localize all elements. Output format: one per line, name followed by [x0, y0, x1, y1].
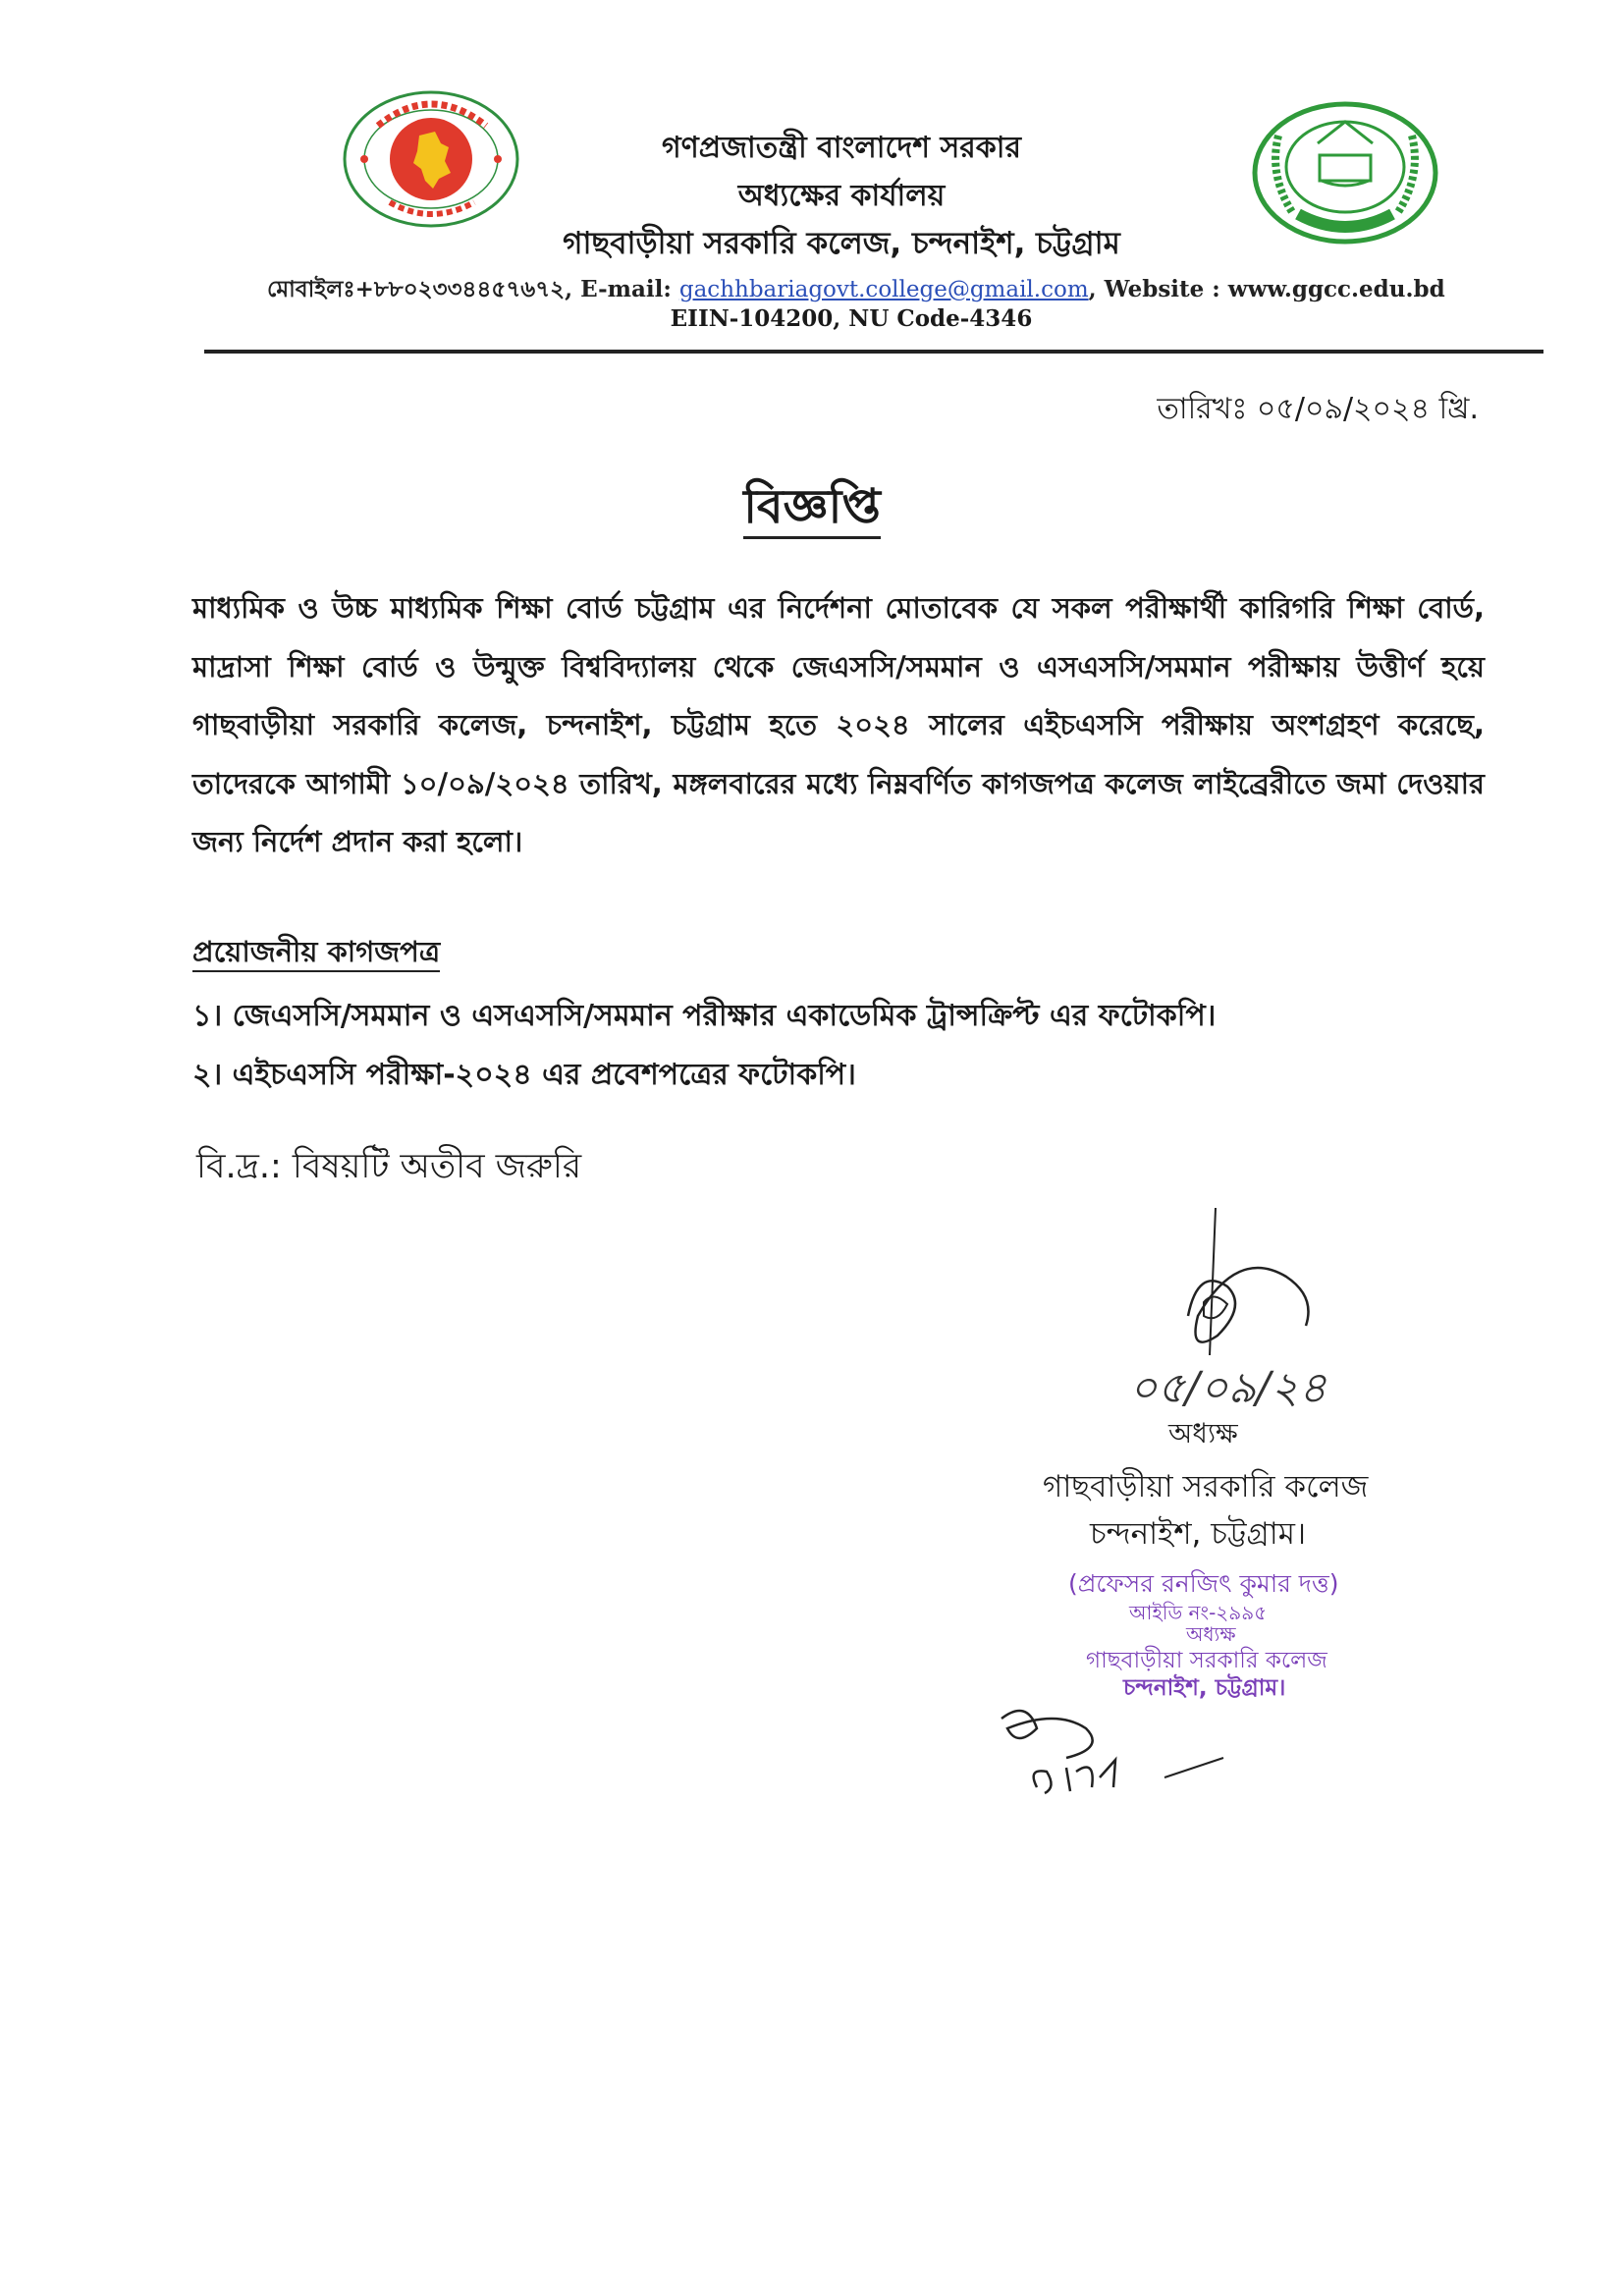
handwritten-date: ০৫/০৯/২৪	[1129, 1363, 1327, 1413]
stamp-id: আইডি নং-২৯৯৫	[1129, 1601, 1268, 1624]
requirement-item-2: ২। এইচএসসি পরীক্ষা-২০২৪ এর প্রবেশপত্রের ফটোকপি।	[192, 1058, 856, 1092]
office-name: অধ্যক্ষের কার্যালয়	[737, 179, 946, 213]
contact-line	[267, 271, 1445, 309]
contact-mobile: মোবাইলঃ+৮৮০২৩৩৪৪৫৭৬৭২, E-mail:	[267, 276, 679, 302]
signatory-title: অধ্যক্ষ	[1168, 1417, 1238, 1449]
special-note: বি.দ্র.: বিষয়টি অতীব জরুরি	[196, 1147, 582, 1186]
initial-signature-icon	[998, 1689, 1233, 1807]
stamp-role: অধ্যক্ষ	[1186, 1622, 1236, 1646]
requirements-heading: প্রয়োজনীয় কাগজপত্র	[192, 933, 440, 972]
header-divider	[204, 350, 1543, 354]
requirement-item-1: ১। জেএসসি/সমমান ও এসএসসি/সমমান পরীক্ষার একাডেমিক ট্রান্সক্রিপ্ট এর ফটোকপি।	[192, 999, 1217, 1033]
email-link[interactable]: gachhbariagovt.college@gmail.com	[678, 277, 1089, 302]
signatory-place: চন্দনাইশ, চট্টগ্রাম।	[1090, 1516, 1307, 1552]
contact-website: , Website : www.ggcc.edu.bd	[1088, 276, 1445, 302]
signatory-college: গাছবাড়ীয়া সরকারি কলেজ	[1043, 1469, 1369, 1504]
govt-name: গণপ্রজাতন্ত্রী বাংলাদেশ সরকার	[662, 131, 1021, 165]
notice-title	[0, 471, 1624, 549]
eiin-code: EIIN-104200, NU Code-4346	[670, 305, 1033, 332]
stamp-name: (প্রফেসর রনজিৎ কুমার দত্ত)	[1068, 1569, 1339, 1598]
stamp-college: গাছবাড়ীয়া সরকারি কলেজ	[1086, 1648, 1327, 1673]
college-name: গাছবাড়ীয়া সরকারি কলেজ, চন্দনাইশ, চট্টগ্রাম	[563, 226, 1120, 261]
notice-title-text: বিজ্ঞপ্তি	[743, 479, 881, 539]
notice-body: মাধ্যমিক ও উচ্চ মাধ্যমিক শিক্ষা বোর্ড চট্টগ্রাম এর নির্দেশনা মোতাবেক যে সকল পরীক্ষার্থী কারিগরি শিক্ষা বোর্ড, মাদ্রাসা শিক্ষা বোর্ড ও উন্মুক্ত বিশ্ববিদ্যালয় থেকে জেএসসি/সমমান ও এসএসসি/সমমান পরীক্ষায় উত্তীর্ণ হয়ে গাছবাড়ীয়া সরকারি কলেজ, চন্দনাইশ, চট্টগ্রাম হতে ২০২৪ সালের এইচএসসি পরীক্ষায় অংশগ্রহণ করেছে, তাদেরকে আগামী ১০/০৯/২০২৪ তারিখ, মঙ্গলবারের মধ্যে নিম্নবর্ণিত কাগজপত্র কলেজ লাইব্রেরীতে জমা দেওয়ার জন্য নির্দেশ প্রদান করা হলো।	[192, 591, 1485, 858]
notice-date: তারিখঃ ০৫/০৯/২০২৪ খ্রি.	[1157, 392, 1479, 426]
stamp-place: চন্দনাইশ, চট্টগ্রাম।	[1123, 1675, 1286, 1701]
